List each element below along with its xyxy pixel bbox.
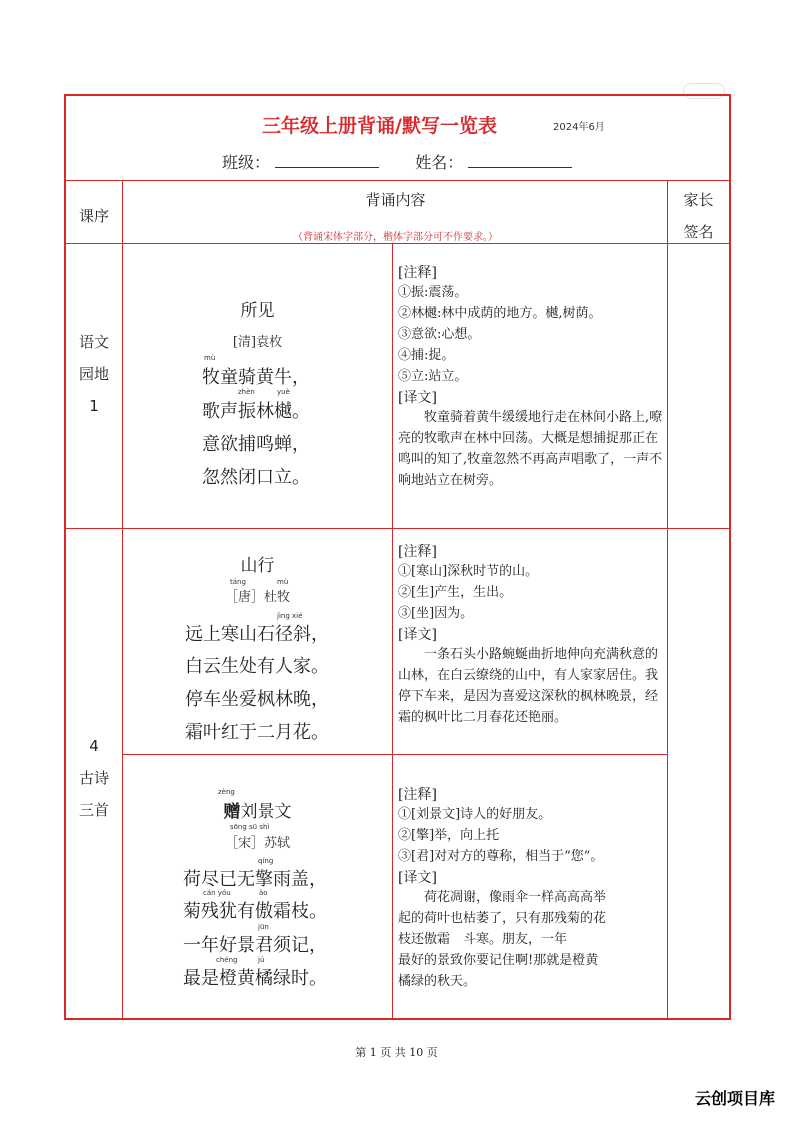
- notes-block-zengliujingwen: [398, 784, 664, 992]
- border-right: [729, 94, 731, 1020]
- border-left: [64, 94, 66, 1020]
- translation-text: 一条石头小路蜿蜒曲折地伸向充满秋意的山林，在白云缭绕的山中，有人家家居住。我停下车来，是因为喜爱这深秋的枫林晚景，经霜的枫叶比二月春花还艳丽。: [398, 647, 659, 725]
- row-divider-section: [64, 528, 731, 529]
- border-top: [64, 94, 731, 96]
- poem-title-rest: 刘景文: [240, 802, 292, 822]
- content-header: 背诵内容: [365, 191, 426, 209]
- content-header-note: （背诵宋体字部分，楷体字部分可不作要求。）: [293, 232, 498, 243]
- pinyin-annotation: jūn: [258, 923, 269, 931]
- col-divider-notes: [392, 243, 393, 1019]
- parent-header-line1: 家长: [683, 191, 714, 209]
- note-item: ③[君]对对方的尊称，相当于“您”。: [398, 849, 604, 864]
- translation-line: 橘绿的秋天。: [398, 974, 477, 989]
- pinyin-annotation: chéng: [216, 956, 238, 964]
- pinyin-annotation: jú: [258, 956, 265, 964]
- note-item: ④捕:捉。: [398, 348, 455, 363]
- page-title: 三年级上册背诵/默写一览表: [262, 115, 497, 137]
- poem-line: 菊残犹有傲霜枝。: [183, 901, 327, 922]
- poem-line: 歌声振林樾。: [202, 401, 310, 422]
- class-blank[interactable]: [275, 153, 379, 168]
- section1-label-line: 园地: [78, 365, 109, 383]
- date-label: 2024年6月: [553, 122, 605, 133]
- poem-title-zengliujingwen: [123, 797, 392, 822]
- section1-label-line: 1: [89, 397, 99, 415]
- section2-label: [66, 730, 122, 826]
- notes-heading: [注释]: [398, 265, 437, 281]
- section1-label-line: 语文: [78, 333, 109, 351]
- col-divider-parent: [667, 180, 668, 1019]
- translation-heading: [译文]: [398, 627, 437, 643]
- poem-title-shanxing: 山行: [240, 556, 275, 576]
- poem-title-zeng: 赠: [223, 802, 241, 822]
- poem-line: 白云生处有人家。: [185, 656, 329, 677]
- note-item: ⑤立:站立。: [398, 369, 468, 384]
- notes-block-shanxing: [398, 541, 664, 728]
- poem-author-zengliujingwen: ［宋］苏轼: [224, 836, 290, 851]
- pinyin-annotation: zhèn: [238, 388, 255, 396]
- brand-watermark: 云创项目库: [695, 1089, 776, 1108]
- translation-line: 最好的景致你要记住啊!那就是橙黄: [398, 953, 599, 968]
- name-blank[interactable]: [468, 153, 572, 168]
- section2-label-line: 4: [89, 737, 99, 755]
- poem-author-shanxing: ［唐］杜牧: [224, 590, 290, 605]
- section1-label: [66, 326, 122, 422]
- page-number: 第 1 页 共 10 页: [355, 1046, 438, 1059]
- translation-line: 枝还傲霜 斗寒。朋友，一年: [398, 932, 568, 947]
- poem-line: 意欲捕鸣蝉，: [202, 434, 310, 455]
- class-name-row: [222, 150, 572, 173]
- notes-heading: [注释]: [398, 787, 437, 803]
- notes-heading: [注释]: [398, 544, 437, 560]
- pinyin-annotation: zèng: [218, 788, 235, 796]
- pinyin-annotation: ào: [259, 889, 268, 897]
- poem-line: 忽然闭口立。: [202, 467, 310, 488]
- note-item: ①[刘景文]诗人的好朋友。: [398, 807, 552, 822]
- pinyin-annotation: mù: [277, 578, 289, 586]
- section2-label-line: 古诗: [78, 769, 109, 787]
- note-item: ②林樾:林中成荫的地方。樾,树荫。: [398, 306, 602, 321]
- lesson-header: 课序: [78, 207, 109, 225]
- translation-text: 牧童骑着黄牛缓缓地行走在林间小路上,嘹亮的牧歌声在林中回荡。大概是想捕捉那正在鸣叫的知了,牧童忽然不再高声唱歌了，一声不响地站立在树旁。: [398, 410, 663, 488]
- note-item: ②[生]产生，生出。: [398, 585, 513, 600]
- pinyin-annotation: táng: [230, 578, 246, 586]
- row-divider-header: [64, 180, 731, 181]
- pinyin-annotation: cán yóu: [203, 889, 231, 897]
- note-item: ①[寒山]深秋时节的山。: [398, 564, 539, 579]
- poem-line: 霜叶红于二月花。: [185, 722, 329, 743]
- poem-line: 一年好景君须记，: [183, 935, 327, 956]
- pinyin-annotation: yuè: [277, 388, 290, 396]
- poem-line: 牧童骑黄牛，: [202, 367, 310, 388]
- row-divider-poems: [122, 754, 668, 755]
- translation-line: 起的荷叶也枯萎了，只有那残菊的花: [398, 911, 607, 926]
- pinyin-annotation: sōng sū shì: [230, 823, 270, 831]
- poem-line: 远上寒山石径斜，: [185, 624, 329, 645]
- note-item: ③[坐]因为。: [398, 606, 474, 621]
- note-item: ②[擎]举，向上托: [398, 828, 500, 843]
- border-bottom: [64, 1018, 731, 1020]
- pinyin-annotation: qíng: [258, 857, 274, 865]
- section2-label-line: 三首: [78, 801, 109, 819]
- pinyin-annotation: jìng xié: [277, 612, 303, 620]
- note-item: ①振:震荡。: [398, 285, 468, 300]
- page-corner-mark: [683, 83, 725, 99]
- name-label: 姓名：: [415, 153, 464, 172]
- translation-line: 荷花凋谢，像雨伞一样高高高举: [424, 890, 607, 905]
- poem-line: 最是橙黄橘绿时。: [183, 968, 327, 989]
- translation-heading: [译文]: [398, 390, 437, 406]
- pinyin-annotation: mù: [204, 354, 216, 362]
- note-item: ③意欲:心想。: [398, 327, 481, 342]
- class-label: 班级：: [222, 153, 271, 172]
- notes-block-suojian: [398, 262, 664, 491]
- translation-heading: [译文]: [398, 870, 437, 886]
- poem-author-suojian: [清]袁枚: [232, 335, 283, 350]
- parent-header-line2: 签名: [683, 223, 714, 241]
- poem-line: 停车坐爱枫林晚，: [185, 689, 329, 710]
- poem-line: 荷尽已无擎雨盖，: [183, 869, 327, 890]
- poem-title-suojian: 所见: [240, 301, 275, 321]
- row-divider-colhead: [64, 243, 731, 244]
